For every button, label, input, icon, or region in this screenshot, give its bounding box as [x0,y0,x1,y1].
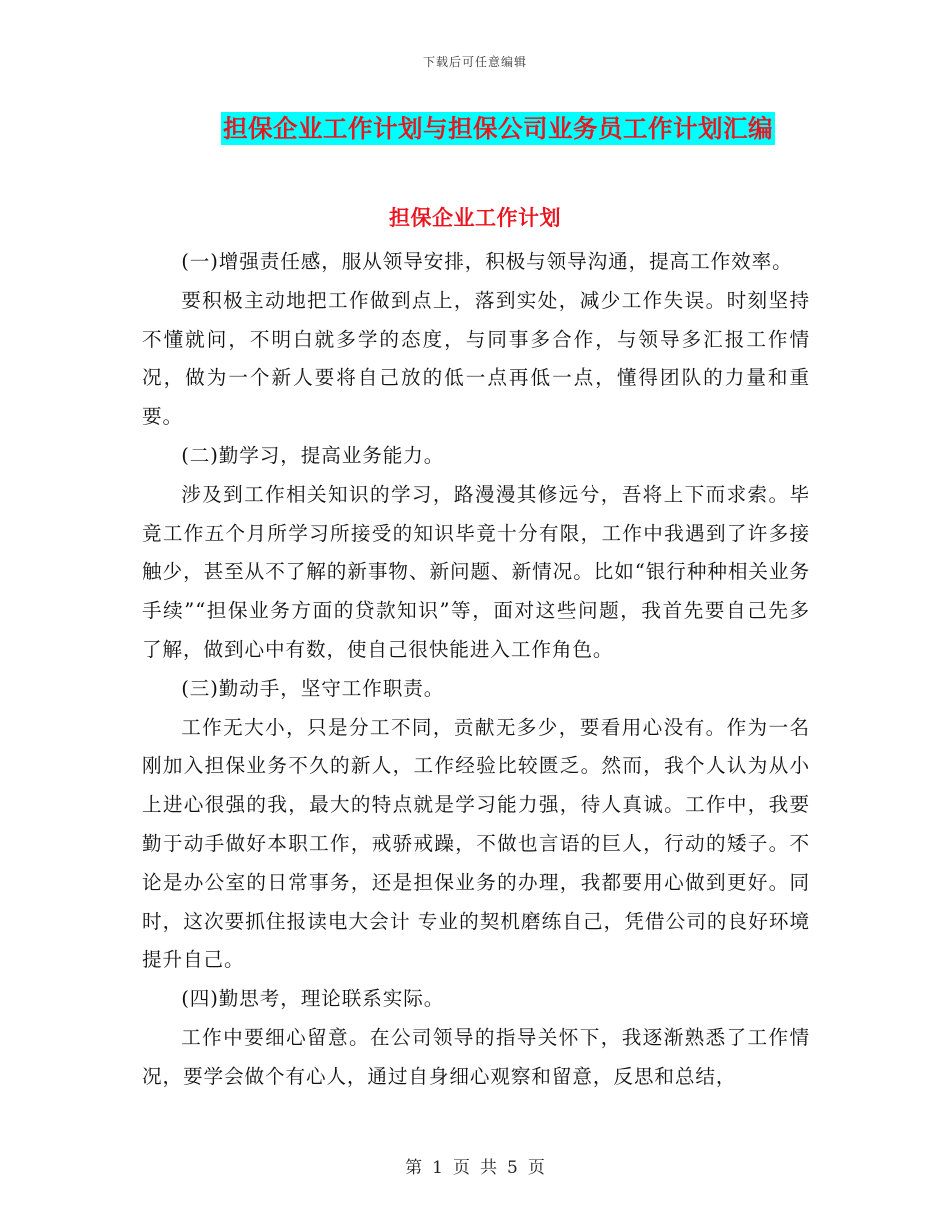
paragraph: 要积极主动地把工作做到点上，落到实处，减少工作失误。时刻坚持不懂就问，不明白就多学的态度，与同事多合作，与领导多汇报工作情况，做为一个新人要将自己放的低一点再低一点，懂得团队的力量和重要。 [142,288,810,429]
footer-label-page: 第 [405,1158,423,1178]
paragraph: (二)勤学习，提高业务能力。 [181,443,445,467]
paragraph: 工作中要细心留意。在公司领导的指导关怀下，我逐渐熟悉了工作情况，要学会做个有心人，通过自身细心观察和留意，反思和总结， [142,1025,810,1088]
paragraph: (一)增强责任感，服从领导安排，积极与领导沟通，提高工作效率。 [181,250,793,273]
main-title: 担保企业工作计划与担保公司业务员工作计划汇编 [223,114,773,143]
footer-label-total: 共 [480,1158,497,1178]
document-body [142,243,810,1097]
main-title-container [0,112,950,145]
footer-total-pages: 5 [507,1158,518,1178]
paragraph: (三)勤动手，坚守工作职责。 [181,676,445,700]
header-note: 下载后可任意编辑 [422,55,527,69]
footer-label-unit: 页 [453,1158,470,1178]
paragraph: 涉及到工作相关知识的学习，路漫漫其修远兮，吾将上下而求索。毕竟工作五个月所学习所接受的知识毕竟十分有限，工作中我遇到了许多接触少，甚至从不了解的新事物、新问题、新情况。比如“银行种种相关业务手续”“担保业务方面的贷款知识”等，面对这些问题，我首先要自己先多了解，做到心中有数，使自己很快能进入工作角色。 [142,482,810,661]
paragraph: 工作无大小，只是分工不同，贡献无多少，要看用心没有。作为一名刚加入担保业务不久的新人，工作经验比较匮乏。然而，我个人认为从小上进心很强的我，最大的特点就是学习能力强，待人真诚。工作中，我要勤于动手做好本职工作，戒骄戒躁，不做也言语的巨人，行动的矮子。不论是办公室的日常事务，还是担保业务的办理，我都要用心做到更好。同时，这次要抓住报读电大会计 专业的契机磨练自己，凭借公司的良好环境提升自己。 [142,715,810,972]
paragraph: (四)勤思考，理论联系实际。 [181,987,445,1011]
section-title: 担保企业工作计划 [389,206,561,230]
page-footer [0,1153,950,1178]
footer-current-page: 1 [432,1158,443,1178]
footer-label-unit-end: 页 [527,1158,545,1178]
